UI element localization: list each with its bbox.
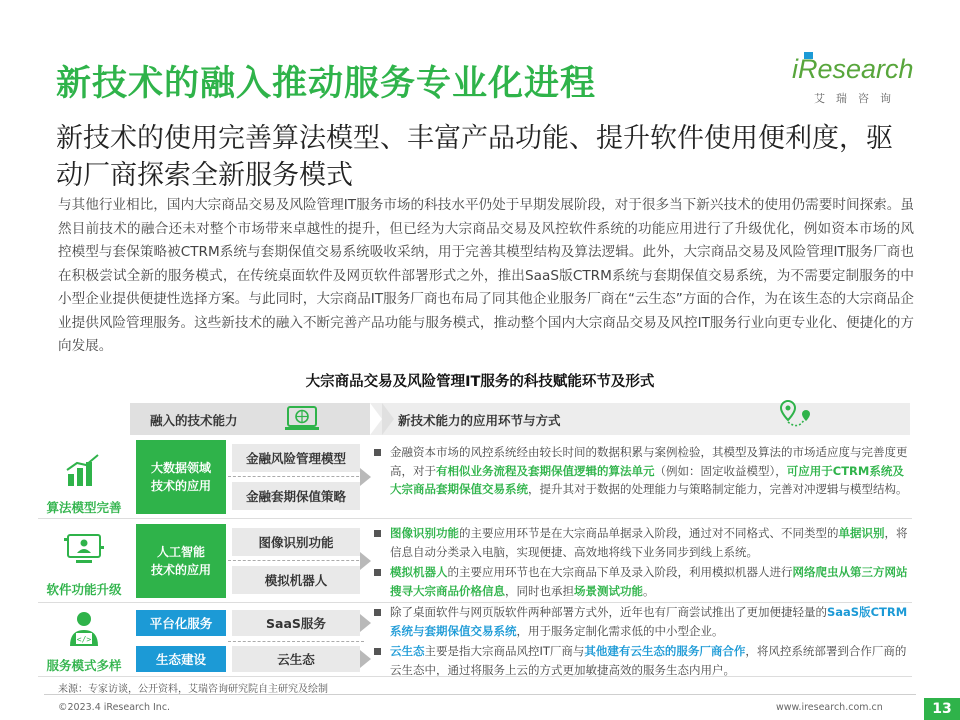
item-hedge-strategy: 金融套期保值策略 bbox=[232, 482, 360, 510]
category-ai bbox=[136, 524, 226, 598]
category-ai-line2: 技术的应用 bbox=[150, 563, 211, 577]
iresearch-logo bbox=[790, 54, 920, 110]
bar-chart-icon bbox=[64, 452, 104, 488]
category-big-data bbox=[136, 440, 226, 514]
svg-text:</>: </> bbox=[76, 635, 92, 644]
intro-paragraph: 与其他行业相比，国内大宗商品交易及风险管理IT服务市场的科技水平仍处于早期发展阶段，对于很多当下新兴技术的使用仍需要时间探索。虽然目前技术的融合还未对整个市场带来卓越性的提升，但已经为大宗商品交易及风控软件系统的功能应用进行了升级优化，例如资本市场的风控模型与套保策略被CTRM系统与套期保值交易系统吸收采纳，用于完善其模型结构及算法逻辑。此外，大宗商品交易及风险管理IT服务厂商也在积极尝试全新的服务模式，在传统桌面软件及网页软件部署形式之外，推出SaaS版CTRM系统与套期保值交易系统，为不需要定制服务的中小型企业提供便捷性选择方案。与此同时，大宗商品IT服务厂商也布局了同其他企业服务厂商在“云生态”方面的合作，为在该生态的大宗商品企业提供风险管理服务。这些新技术的融入不断完善产品功能与服务模式，推动整个国内大宗商品交易及风控IT服务行业向更专业化、便捷化的方向发展。 bbox=[58, 197, 914, 354]
logo-wordmark: iResearch bbox=[792, 54, 914, 84]
section-divider bbox=[38, 676, 912, 677]
item-saas: SaaS服务 bbox=[232, 610, 360, 636]
desc-software-bullet-1: 图像识别功能的主要应用环节是在大宗商品单据录入阶段，通过对不同格式、不同类型的单据识别，将信息自动分类录入电脑，实现便捷、高效地将线下业务同步到线上系统。 bbox=[372, 524, 912, 561]
desc-service-bullet-1: 除了桌面软件与网页版软件两种部署方式外，近年也有厂商尝试推出了更加便捷轻量的SaaS版CTRM系统与套期保值交易系统，用于服务定制化需求低的中小型企业。 bbox=[372, 603, 912, 640]
side-service bbox=[38, 610, 130, 674]
category-big-data-line1: 大数据领域 bbox=[150, 461, 211, 475]
divider bbox=[228, 641, 364, 642]
category-ai-line1: 人工智能 bbox=[156, 545, 205, 559]
laptop-globe-icon bbox=[284, 405, 320, 433]
header-application-method: 新技术能力的应用环节与方式 bbox=[398, 413, 561, 428]
footer-website-link[interactable]: www.iresearch.com.cn bbox=[776, 702, 883, 713]
item-cloud-ecosystem: 云生态 bbox=[232, 646, 360, 672]
desc-software bbox=[372, 524, 912, 600]
divider bbox=[228, 560, 364, 561]
item-image-recognition: 图像识别功能 bbox=[232, 528, 360, 556]
developer-user-icon bbox=[64, 610, 104, 648]
divider bbox=[228, 476, 364, 477]
category-big-data-line2: 技术的应用 bbox=[150, 479, 211, 493]
header-chevron bbox=[370, 403, 382, 435]
desc-service-bullet-2: 云生态主要是指大宗商品风控IT厂商与其他建有云生态的服务厂商合作，将风控系统部署到合作厂商的云生态中，通过将服务上云的方式更加敏捷高效的服务生态内用户。 bbox=[372, 642, 912, 679]
arrow-right-icon bbox=[360, 468, 371, 486]
desc-algorithm bbox=[372, 443, 912, 499]
item-robot-simulation: 模拟机器人 bbox=[232, 566, 360, 594]
item-risk-model: 金融风险管理模型 bbox=[232, 444, 360, 472]
side-software bbox=[38, 532, 130, 598]
page-number: 13 bbox=[924, 698, 960, 720]
section-divider bbox=[38, 518, 912, 519]
arrow-right-icon bbox=[360, 650, 371, 668]
map-pin-route-icon bbox=[778, 398, 814, 432]
desc-software-bullet-2: 模拟机器人的主要应用环节也在大宗商品下单及录入阶段，利用模拟机器人进行网络爬虫从第三方网站搜寻大宗商品价格信息，同时也承担场景测试功能。 bbox=[372, 563, 912, 600]
arrow-right-icon bbox=[360, 614, 371, 632]
logo-chinese-name: 艾瑞咨询 bbox=[814, 92, 902, 105]
footer-divider bbox=[44, 694, 916, 695]
diagram-title: 大宗商品交易及风险管理IT服务的科技赋能环节及形式 bbox=[305, 374, 655, 390]
desc-service bbox=[372, 603, 912, 679]
page-title: 新技术的融入推动服务专业化进程 bbox=[56, 64, 597, 104]
side-algorithm bbox=[38, 452, 130, 516]
source-note: 来源：专家访谈，公开资料，艾瑞咨询研究院自主研究及绘制 bbox=[58, 684, 328, 695]
side-label-algorithm: 算法模型完善 bbox=[46, 500, 122, 515]
arrow-right-icon bbox=[360, 552, 371, 570]
category-ecosystem: 生态建设 bbox=[136, 646, 226, 672]
side-label-service: 服务模式多样 bbox=[46, 658, 122, 673]
header-tech-capability: 融入的技术能力 bbox=[150, 413, 238, 428]
monitor-user-icon bbox=[62, 532, 106, 568]
page-subtitle: 新技术的使用完善算法模型、丰富产品功能、提升软件使用便利度，驱动厂商探索全新服务模式 bbox=[56, 123, 893, 191]
header-chevron bbox=[382, 403, 394, 435]
side-label-software: 软件功能升级 bbox=[46, 582, 122, 597]
category-platform-service: 平台化服务 bbox=[136, 610, 226, 636]
desc-algorithm-bullet: 金融资本市场的风控系统经由较长时间的数据积累与案例检验，其模型及算法的市场适应度与完善度更高，对于有相似业务流程及套期保值逻辑的算法单元（例如：固定收益模型），可应用于CTRM系统及大宗商品套期保值交易系统，提升其对于数据的处理能力与策略制定能力，完善对冲逻辑与模型结构。 bbox=[372, 443, 912, 499]
footer-copyright: ©2023.4 iResearch Inc. bbox=[58, 702, 171, 713]
